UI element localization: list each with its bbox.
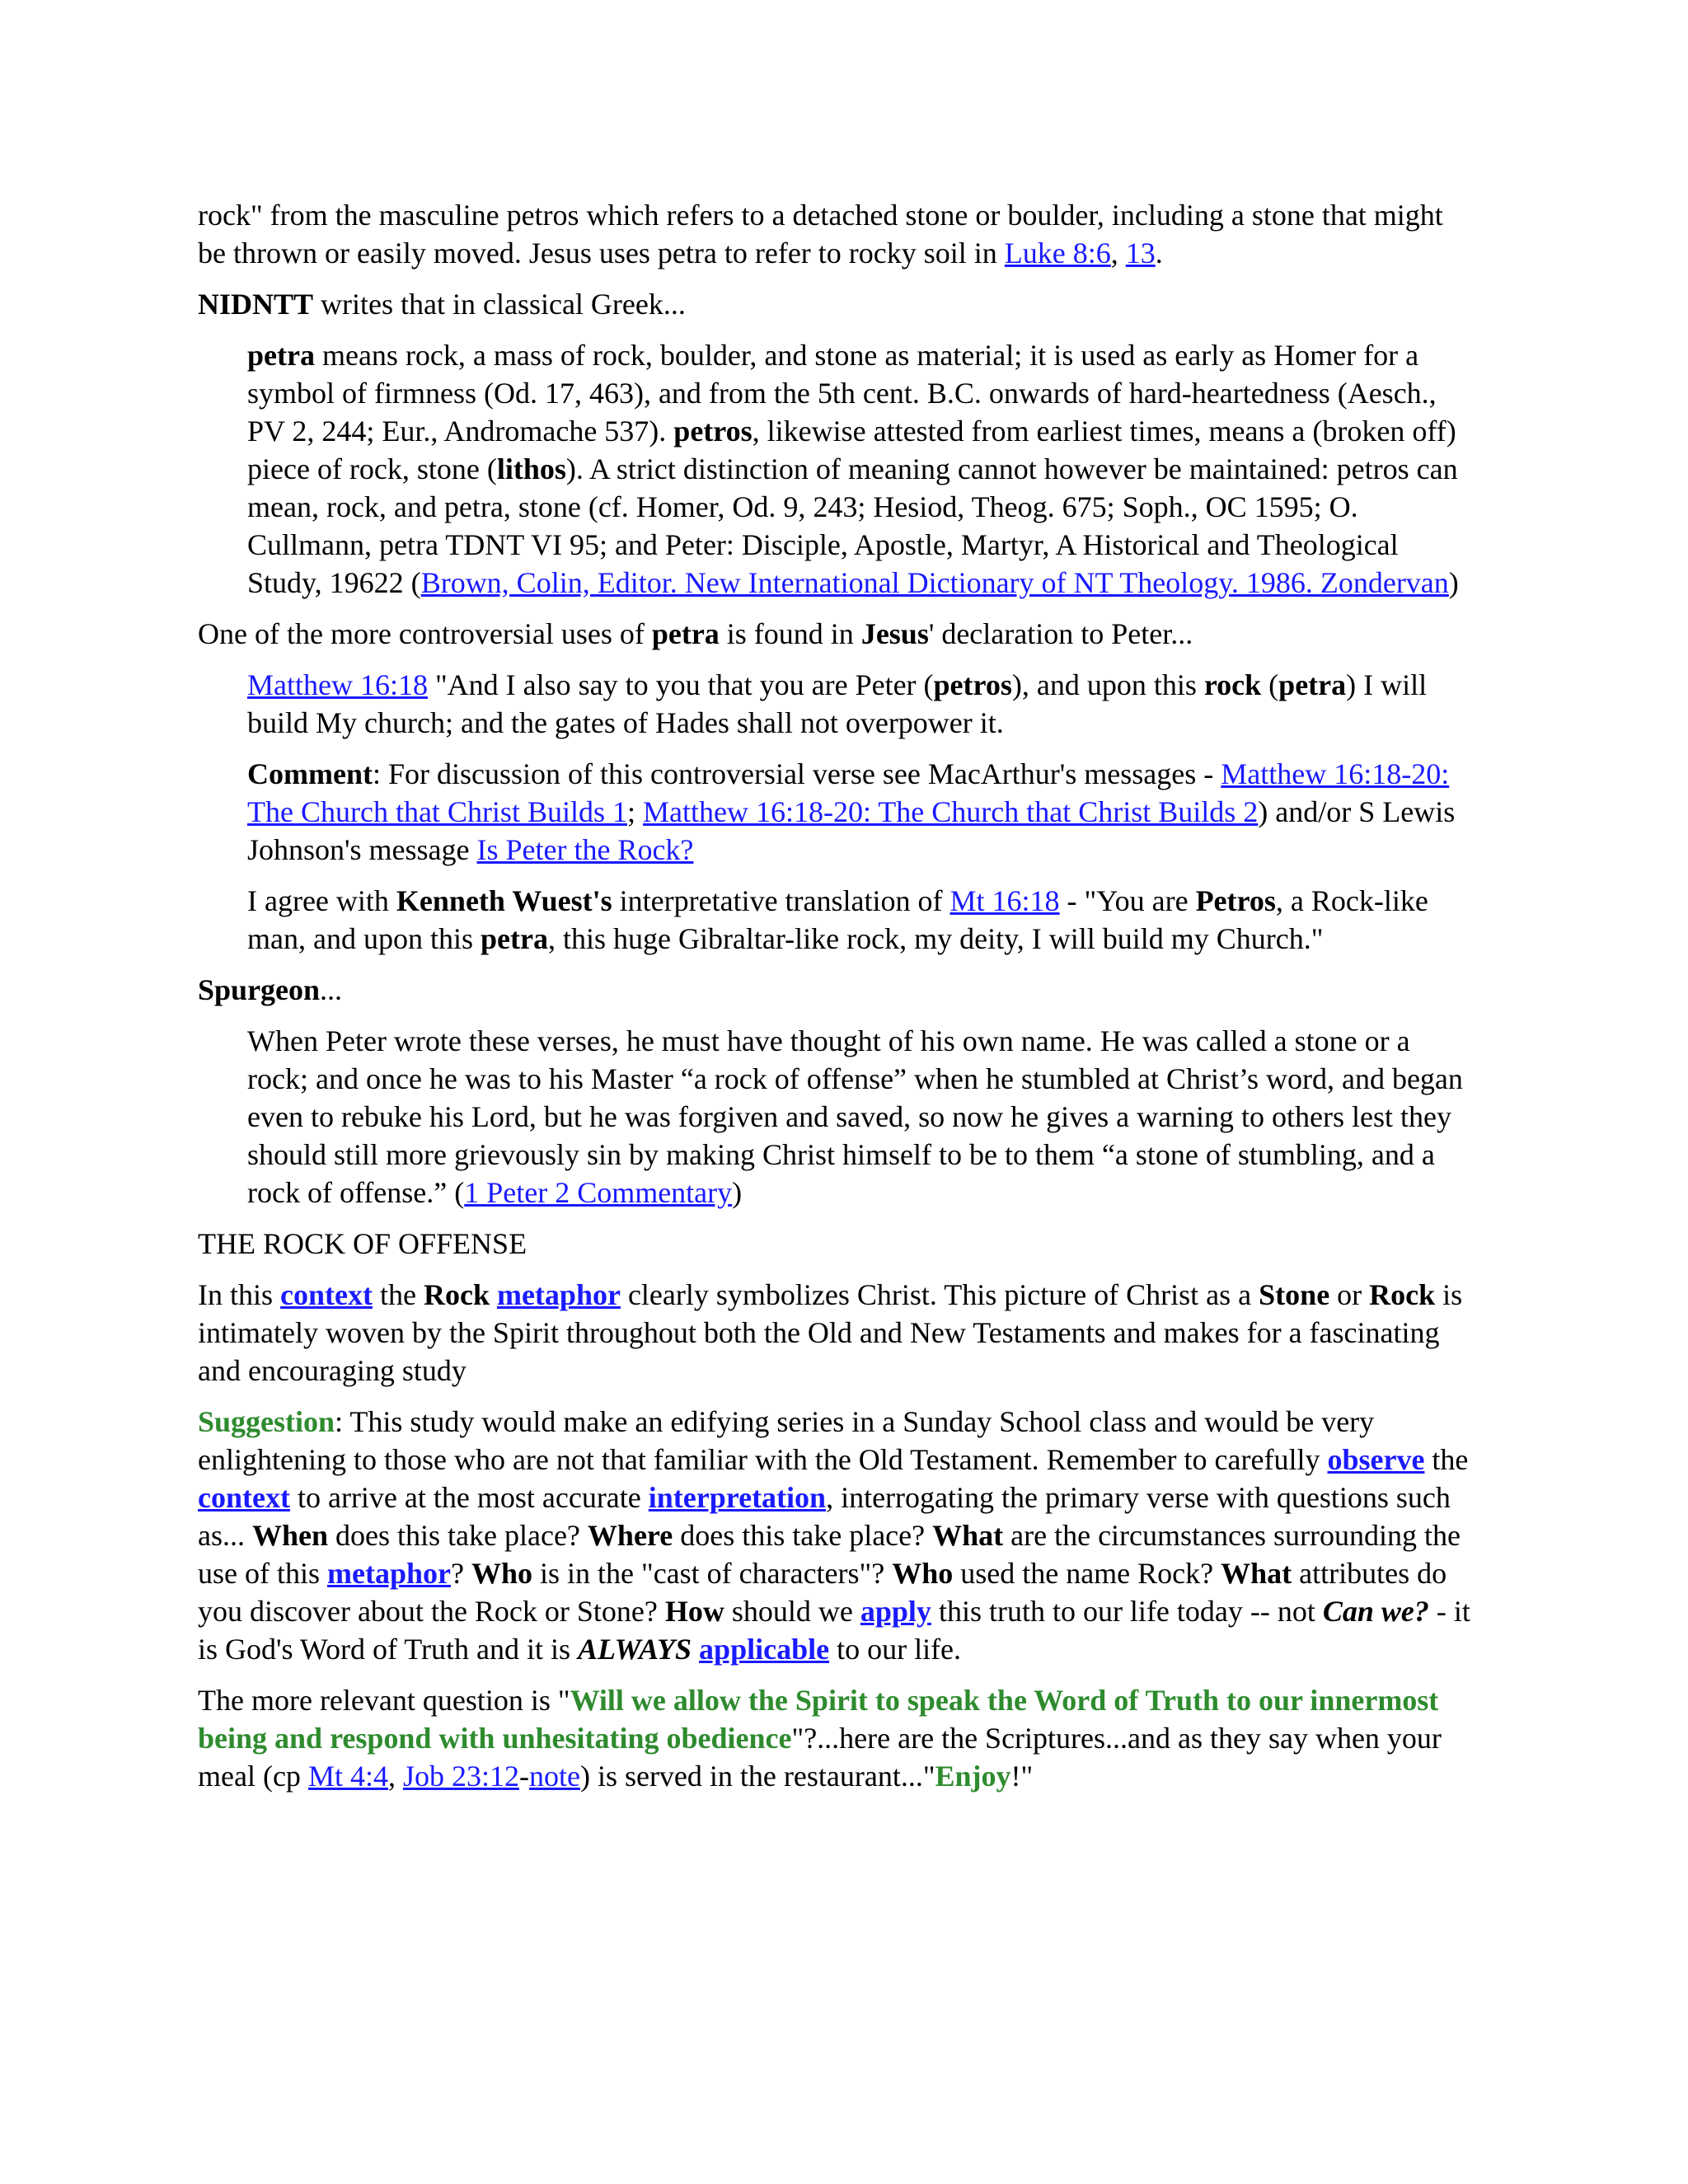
link-matthew-16-18[interactable]: Matthew 16:18 [247, 668, 428, 701]
paragraph-relevant-question: The more relevant question is "Will we allow the Spirit to speak the Word of Truth to our innermost being and respond with unhesitating obedience"?...here are the Scriptures...and as they say when your meal (cp Mt 4:4, Job 23:12-note) is served in the restaurant..."Enjoy!" [198, 1684, 1442, 1793]
link-macarthur-2[interactable]: Matthew 16:18-20: The Church that Christ Builds 2 [642, 795, 1259, 828]
link-context-2[interactable]: context [198, 1481, 290, 1514]
link-mt-4-4[interactable]: Mt 4:4 [307, 1760, 388, 1793]
link-1-peter-2-commentary[interactable]: 1 Peter 2 Commentary [464, 1176, 733, 1209]
quote-matthew-16-18: Matthew 16:18 "And I also say to you that you are Peter (petros), and upon this rock (petra) I will build My church; and the gates of Hades shall not overpower it. [247, 668, 1428, 739]
paragraph-petra-petros: rock" from the masculine petros which refers to a detached stone or boulder, including a stone that might be thrown or easily moved. Jesus uses petra to refer to rocky soil in Luke 8:6, 13. [198, 199, 1443, 269]
link-metaphor[interactable]: metaphor [496, 1278, 621, 1311]
link-note[interactable]: note [528, 1760, 580, 1793]
heading-spurgeon: Spurgeon... [198, 973, 343, 1006]
link-context[interactable]: context [280, 1278, 373, 1311]
paragraph-rock-metaphor: In this context the Rock metaphor clearly symbolizes Christ. This picture of Christ as a Stone or Rock is intimately woven by the Spirit throughout both the Old and New Testaments and makes for a fascinating and encouraging study [198, 1278, 1463, 1387]
section-heading-rock-of-offense: THE ROCK OF OFFENSE [198, 1227, 528, 1260]
link-luke-8-13[interactable]: 13 [1125, 237, 1156, 269]
link-metaphor-2[interactable]: metaphor [327, 1557, 451, 1590]
link-macarthur-1[interactable]: Matthew 16:18-20: The Church that Christ Builds 1 [247, 757, 1450, 828]
link-job-23-12[interactable]: Job 23:12 [402, 1760, 519, 1793]
paragraph-controversial-use: One of the more controversial uses of petra is found in Jesus' declaration to Peter... [198, 617, 1193, 650]
link-applicable[interactable]: applicable [699, 1633, 830, 1666]
link-apply[interactable]: apply [860, 1595, 931, 1628]
link-is-peter-the-rock[interactable]: Is Peter the Rock? [476, 833, 694, 866]
paragraph-wuest: I agree with Kenneth Wuest's interpretative translation of Mt 16:18 - "You are Petros, a Rock-like man, and upon this petra, this huge Gibraltar-like rock, my deity, I will build my Church." [247, 884, 1428, 955]
link-mt-16-18[interactable]: Mt 16:18 [950, 884, 1060, 917]
paragraph-comment: Comment: For discussion of this controversial verse see MacArthur's messages - Matthew 16:18-20: The Church that Christ Builds 1; Matthew 16:18-20: The Church that Christ Builds 2) and/or S Lewis Johnson's message Is Peter the Rock? [247, 757, 1456, 866]
quote-spurgeon: When Peter wrote these verses, he must have thought of his own name. He was called a stone or a rock; and once he was to his Master “a rock of offense” when he stumbled at Christ’s word, and began even to rebuke his Lord, but he was forgiven and saved, so now he gives a warning to others lest they should still more grievously sin by making Christ himself to be to them “a stone of stumbling, and a rock of offense.” (1 Peter 2 Commentary) [247, 1024, 1463, 1209]
link-interpretation[interactable]: interpretation [648, 1481, 827, 1514]
link-luke-8-6[interactable]: Luke 8:6 [1004, 237, 1111, 269]
paragraph-nidntt-intro: NIDNTT writes that in classical Greek... [198, 288, 686, 321]
link-nidntt-source[interactable]: Brown, Colin, Editor. New International Dictionary of NT Theology. 1986. Zondervan [420, 566, 1449, 599]
paragraph-suggestion: Suggestion: This study would make an edifying series in a Sunday School class and would be very enlightening to those who are not that familiar with the Old Testament. Remember to carefully observe the context to arrive at the most accurate interpretation, interrogating the primary verse with questions such as... When does this take place? Where does this take place? What are the circumstances surrounding the use of this metaphor? Who is in the "cast of characters"? Who used the name Rock? What attributes do you discover about the Rock or Stone? How should we apply this truth to our life today -- not Can we? - it is God's Word of Truth and it is ALWAYS applicable to our life. [198, 1405, 1470, 1666]
link-observe[interactable]: observe [1327, 1443, 1425, 1476]
quote-nidntt: petra means rock, a mass of rock, boulder, and stone as material; it is used as early as Homer for a symbol of firmness (Od. 17, 463), and from the 5th cent. B.C. onwards of hard-heartedness (Aesch., PV 2, 244; Eur., Andromache 537). petros, likewise attested from earliest times, means a (broken off) piece of rock, stone (lithos). A strict distinction of meaning cannot however be maintained: petros can mean, rock, and petra, stone (cf. Homer, Od. 9, 243; Hesiod, Theog. 675; Soph., OC 1595; O. Cullmann, petra TDNT VI 95; and Peter: Disciple, Apostle, Martyr, A Historical and Theological Study, 19622 (Brown, Colin, Editor. New International Dictionary of NT Theology. 1986. Zondervan) [247, 339, 1459, 599]
